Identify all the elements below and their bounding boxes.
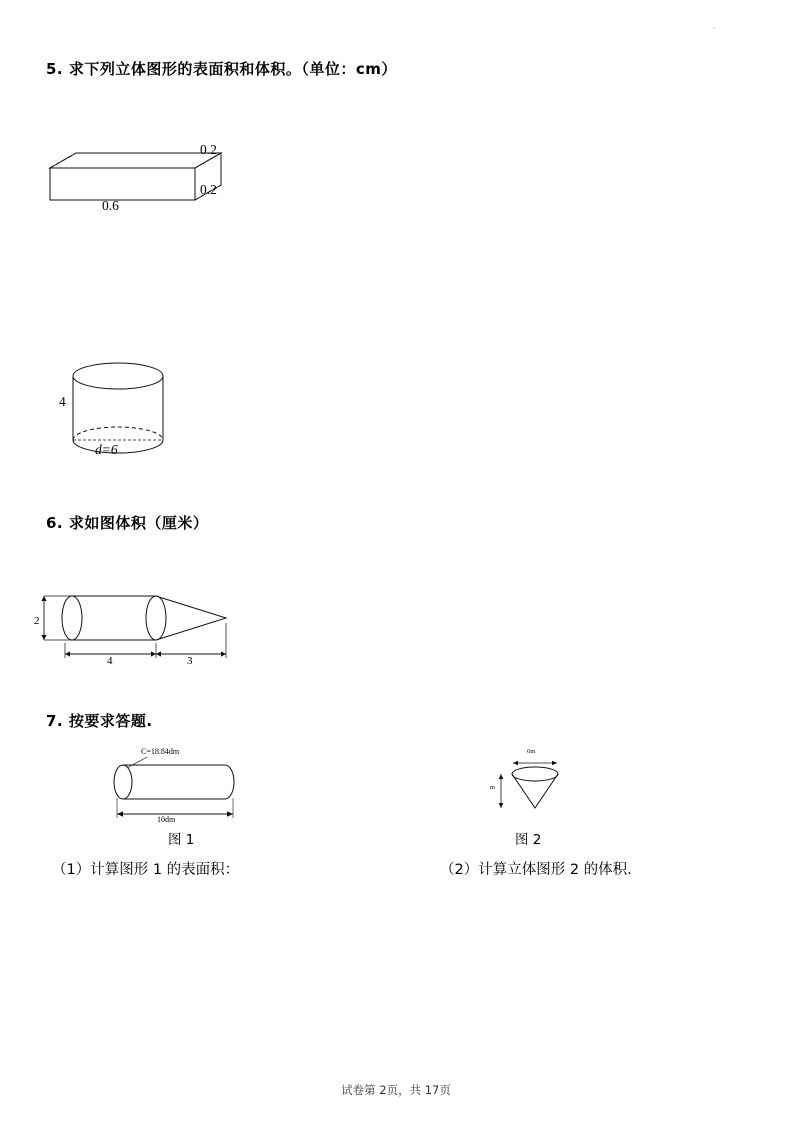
figure-2-diameter-label: 6m [527, 748, 536, 755]
cylinder-cone-figure [34, 585, 264, 680]
cuboid-height-label: 0.2 [200, 142, 217, 157]
page-footer: 试卷第 2页，共 17页 [341, 1083, 451, 1097]
cylinder-diameter-label: d=6 [95, 442, 118, 457]
figure-1-cylinder [105, 747, 275, 824]
question-7-sub-2: （2）计算立体图形 2 的体积. [440, 862, 632, 878]
cone-radius-label: 2 [34, 615, 40, 627]
question-7-sub-1: （1）计算图形 1 的表面积： [52, 862, 240, 878]
cuboid-length-label: 0.6 [102, 198, 119, 213]
figure-2-cone [485, 748, 595, 821]
cuboid-figure [40, 120, 260, 220]
figure-1-circumference-label: C=18.84dm [141, 747, 180, 756]
question-6-text: 6. 求如图体积（厘米） [46, 514, 209, 532]
cylinder-height-label: 4 [59, 394, 66, 409]
cylinder-length-label: 4 [107, 655, 113, 667]
figure-2-height-label: m [490, 784, 496, 791]
figure-1-caption: 图 1 [168, 832, 195, 848]
cylinder-figure [55, 350, 255, 470]
decorative-dot [713, 27, 715, 29]
figure-1-length-label: 10dm [157, 815, 176, 824]
figure-2-caption: 图 2 [515, 832, 542, 848]
question-7-text: 7. 按要求答题. [46, 712, 153, 730]
cone-length-label: 3 [187, 655, 193, 667]
question-5-text: 5. 求下列立体图形的表面积和体积。（单位：cm） [46, 60, 397, 78]
cuboid-depth-label: 0.2 [200, 182, 217, 197]
